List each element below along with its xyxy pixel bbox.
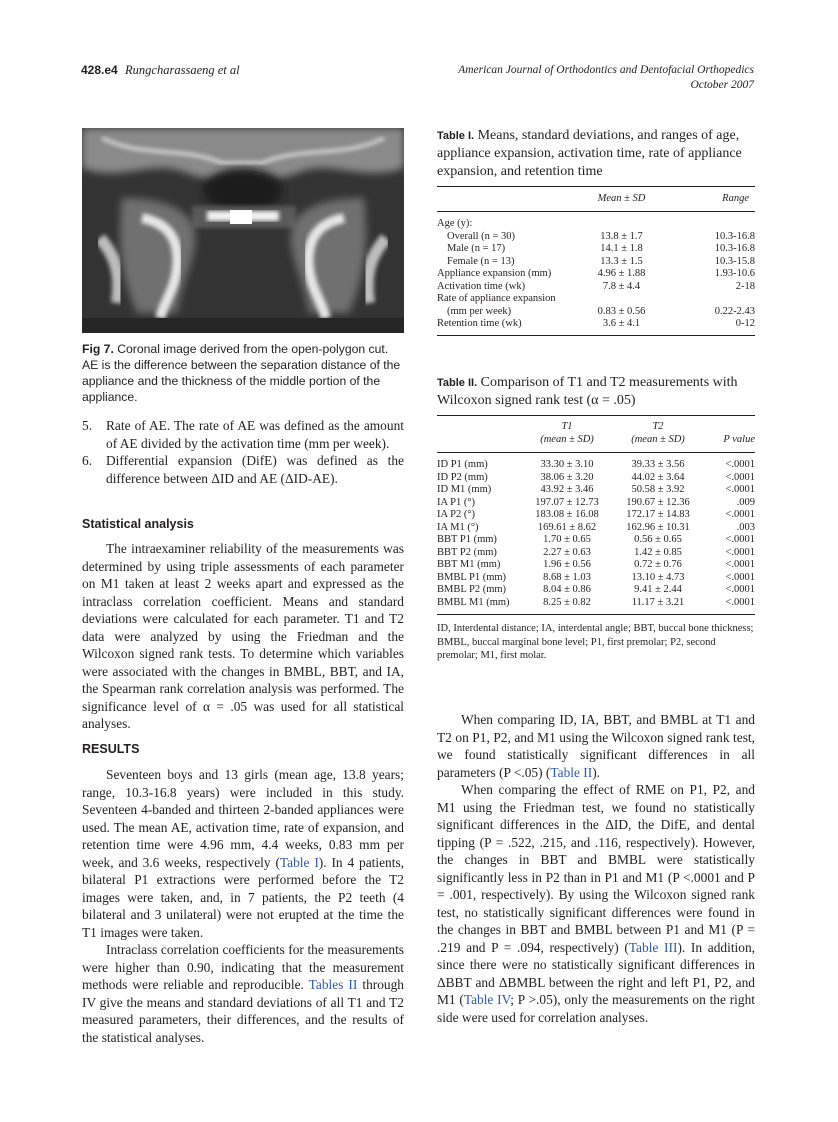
results-paragraph-3: When comparing ID, IA, BBT, and BMBL at T1 and T2 on P1, P2, and M1 using the Wilcoxon signed rank test, we found statistically significant differences in all parameters (P <.05) (Table II). [437, 712, 755, 780]
table-row: BMBL P2 (mm) 8.04 ± 0.86 9.41 ± 2.44 <.0001 [437, 584, 755, 595]
table-row: Appliance expansion (mm) 4.96 ± 1.88 1.93-10.6 [437, 268, 755, 279]
table-row: Activation time (wk) 7.8 ± 4.4 2-18 [437, 280, 755, 292]
table-2-col-t1: T1 [561, 421, 573, 432]
section-heading-statistics: Statistical analysis [82, 517, 194, 531]
table-1-grid [437, 186, 755, 336]
table-row: Overall (n = 30) 13.8 ± 1.7 10.3-16.8 [447, 230, 755, 242]
table-row: Female (n = 13) 13.3 ± 1.5 10.3-15.8 [447, 255, 755, 267]
table-4-link[interactable]: Table IV [463, 992, 511, 1007]
results-text [82, 766, 404, 1046]
table-1-col-mean: Mean ± SD [597, 192, 646, 204]
definition-list [82, 417, 404, 487]
running-header-left [81, 63, 240, 78]
results-paragraph-1: Seventeen boys and 13 girls (mean age, 13.8 years; range, 10.3-16.8 years) were included in this study. Seventeen 4-banded and thirteen 2-banded appliances were used. The mean AE, activation time, rate of expansion, and retention time were 4.96 mm, 4.4 weeks, 0.83 mm per week, and 3.6 weeks, respectively (Table I). In 4 patients, bilateral P1 extractions were performed before the T2 images were taken, and, in 7 patients, the P2 teeth (4 bilateral and 3 unilateral) were not erupted at the time the T1 images were taken. [82, 767, 405, 940]
table-row: ID P1 (mm) 33.30 ± 3.10 39.33 ± 3.56 <.0001 [437, 459, 755, 470]
table-row: IA M1 (°) 169.61 ± 8.62 162.96 ± 10.31 .003 [437, 521, 755, 533]
table-1 [437, 127, 755, 336]
coronal-ct-image [82, 128, 404, 333]
table-2-footnote: ID, Interdental distance; IA, interdental angle; BBT, buccal bone thickness; BMBL, buccal marginal bone level; P1, first premolar; P2, second premolar; M1, first molar. [437, 623, 754, 661]
table-2-title: Table II. Comparison of T1 and T2 measurements with Wilcoxon signed rank test (α = .05) [437, 375, 738, 408]
table-row: ID P2 (mm) 38.06 ± 3.20 44.02 ± 3.64 <.0001 [437, 471, 755, 483]
table-2 [437, 374, 755, 663]
running-authors: Rungcharassaeng et al [125, 63, 240, 77]
table-1-link[interactable]: Table I [279, 854, 319, 870]
tables-2-link[interactable]: Tables II [308, 977, 358, 992]
running-header-right [458, 63, 754, 93]
table-2-link[interactable]: Table II [550, 764, 593, 780]
ct-scan-graphic [82, 128, 404, 333]
issue-date: October 2007 [690, 79, 754, 91]
table-row: BMBL M1 (mm) 8.25 ± 0.82 11.17 ± 3.21 <.0001 [437, 597, 755, 615]
table-row: Rate of appliance expansion [437, 293, 556, 304]
table-row: BMBL P1 (mm) 8.68 ± 1.03 13.10 ± 4.73 <.0001 [437, 571, 755, 583]
figure-caption [82, 341, 404, 405]
table-row: IA P1 (°) 197.07 ± 12.73 190.67 ± 12.36 .009 [437, 496, 755, 508]
section-heading-results: RESULTS [82, 742, 140, 756]
table-2-col-p: P value [723, 433, 755, 445]
table-row: BBT P2 (mm) 2.27 ± 0.63 1.42 ± 0.85 <.0001 [437, 546, 755, 558]
table-row: ID M1 (mm) 43.92 ± 3.46 50.58 ± 3.92 <.0001 [437, 484, 755, 495]
list-item: 5. Rate of AE. The rate of AE was defined as the amount of AE divided by the activation time (mm per week). [82, 418, 404, 451]
results-paragraph-2: Intraclass correlation coefficients for the measurements were higher than 0.90, indicating that the measurement methods were reliable and reproducible. Tables II through IV give the means and standard deviations of all T1 and T2 measured parameters, their differences, and the results of the statistical analyses. [82, 942, 404, 1045]
results-text-right [437, 711, 755, 1026]
figure-label: Fig 7. [82, 342, 114, 356]
page-number: 428.e4 [81, 63, 118, 77]
table-row: Age (y): [437, 218, 473, 229]
table-3-link[interactable]: Table III [628, 939, 678, 955]
results-paragraph-4: When comparing the effect of RME on P1, P2, and M1 using the Friedman test, we found no statistically significant differences in the ΔID, the DifE, and dental tipping (P = .522, .215, and .116, respectively). However, the changes in BBT and BMBL were statistically significantly less in P2 than in P1 and M1 (P <.0001 and P = .001, respectively). By using the Wilcoxon signed rank test, no statistically significant differences were found in the changes in BBT and BMBL between P1 and M1 (P = .219 and P = .094, respectively) (Table III). In addition, since there were no statistically significant differences in ΔBBT and ΔBMBL between the right and left P1, P2, and M1 (Table IV; P >.05), only the measurements on the right side were used for correlation analyses. [437, 782, 756, 1025]
table-1-col-range: Range [722, 192, 749, 204]
table-row: Retention time (wk) 3.6 ± 4.1 0-12 [437, 318, 755, 335]
figure-caption-text: Coronal image derived from the open-polygon cut. AE is the difference between the separation distance of the appliance and the thickness of the middle portion of the appliance. [82, 342, 401, 404]
table-row: BBT M1 (mm) 1.96 ± 0.56 0.72 ± 0.76 <.0001 [437, 559, 755, 570]
table-row: (mm per week) 0.83 ± 0.56 0.22-2.43 [447, 305, 755, 317]
table-2-col-t2: T2 [652, 421, 664, 432]
journal-name: American Journal of Orthodontics and Dentofacial Orthopedics [458, 64, 754, 76]
table-row: Male (n = 17) 14.1 ± 1.8 10.3-16.8 [447, 243, 755, 254]
table-1-title: Table I. Means, standard deviations, and ranges of age, appliance expansion, activation time, rate of appliance expansion, and retention time [437, 128, 742, 179]
table-row: IA P2 (°) 183.08 ± 16.08 172.17 ± 14.83 <.0001 [437, 509, 755, 520]
statistics-paragraph: The intraexaminer reliability of the measurements was determined by using triple assessments of each parameter on M1 taken at least 2 weeks apart and expressed as the intraclass correlation coefficient. Means and standard deviations were calculated for each parameter. T1 and T2 data were analyzed by using the Friedman and the Wilcoxon signed rank tests. To determine which variables were associated with the changes in BMBL, BBT, and IA, the Spearman rank correlation analysis was performed. The significance level of α = .05 was used for all statistical analyses. [82, 541, 404, 731]
list-item: 6. Differential expansion (DifE) was defined as the difference between ΔID and AE (ΔID-AE). [82, 453, 404, 486]
table-2-grid: T1 T2 (mean ± SD) (mean ± SD) P value ID P1 (mm) 33.30 ± 3.10 39.33 ± 3.56 <.0001 ID P2 (mm) 38.06 ± 3.20 44.02 ± 3.64 <.0001 ID M1 (mm) 43.92 ± 3.46 50.58 ± 3.92 <.0001 IA P1 (°) 197.07 ± 12.73 190.67 ± 12.36 .009 IA P2 (°) 183.08 ± 16.08 172.17 ± 14.83 <.0001 IA M1 (°) 169.61 ± 8.62 162.96 ± 10.31 .003 BBT P1 (mm) 1.70 ± 0.65 0.56 ± 0.65 <.0001 BBT P2 (mm) 2.27 ± 0.63 1.42 ± 0.85 <.0001 BBT M1 (mm) 1.96 ± 0.56 0.72 ± 0.76 <.0001 BMBL P1 (mm) 8.68 ± 1.03 13.10 ± 4.73 <.0001 BMBL P2 (mm) 8.04 ± 0.86 9.41 ± 2.44 <.0001 BMBL M1 (mm) 8.25 ± 0.82 11.17 ± 3.21 <.0001 [437, 415, 755, 615]
table-row: BBT P1 (mm) 1.70 ± 0.65 0.56 ± 0.65 <.0001 [437, 534, 755, 545]
